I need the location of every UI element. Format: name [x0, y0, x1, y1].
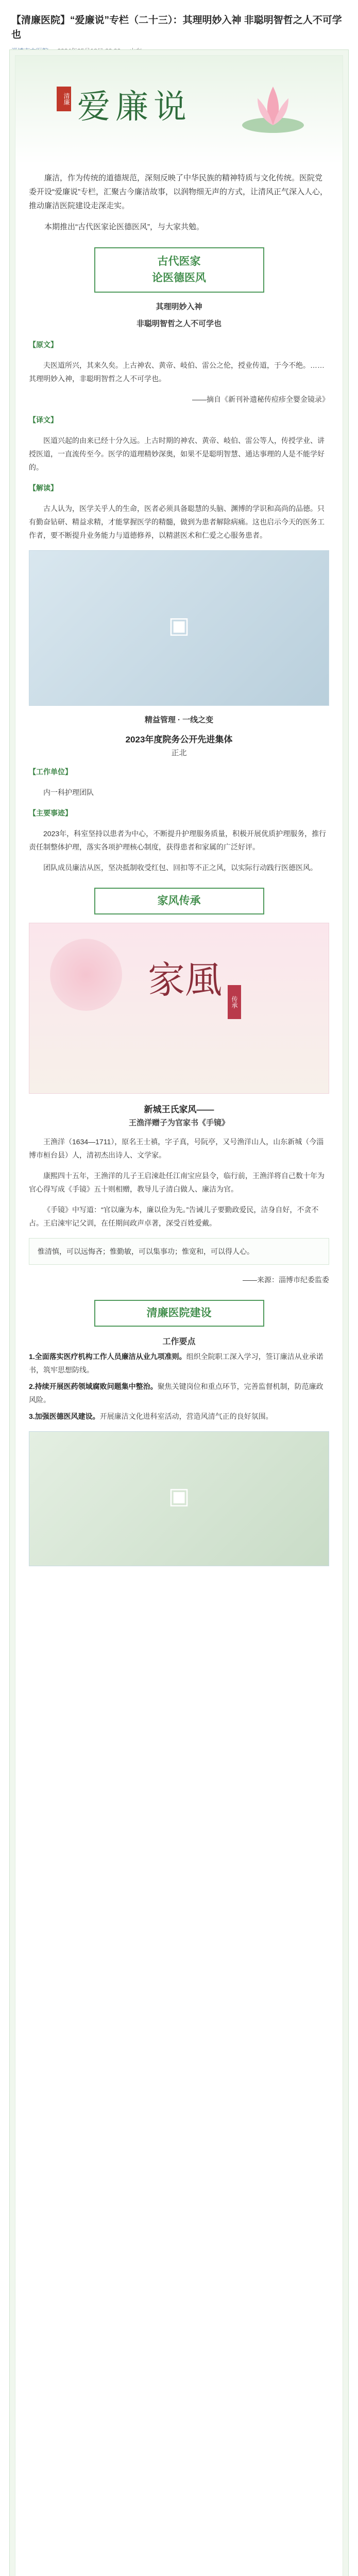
leader-label: 【主要事迹】 [29, 809, 72, 817]
section-header-2-line1: 家风传承 [157, 895, 201, 907]
report-leader-label [15, 806, 343, 820]
story-body-1: 王渔洋（1634—1711），原名王士禛，字子真，号阮亭，又号渔洋山人，山东新城（今淄博市桓台县）人，清初杰出诗人、文学家。 [29, 1138, 324, 1159]
report-unit-label [15, 765, 343, 778]
jiafeng-image [29, 923, 329, 1094]
unit-label: 【工作单位】 [29, 768, 72, 776]
s1-read-label [15, 481, 343, 495]
report-body-2: 团队成员廉洁从医，坚决抵制收受红包、回扣等不正之风，以实际行动践行医德医风。 [43, 863, 317, 872]
work-title: 工作要点 [162, 1337, 196, 1346]
work-item-1 [15, 1350, 343, 1377]
story-source: ——来源：淄博市纪委监委 [243, 1276, 329, 1284]
section-header-1-line2: 论医德医风 [152, 272, 206, 284]
s1-read: 古人认为，医学关乎人的生命，医者必须具备聪慧的头脑、渊博的学识和高尚的品德。只有勤奋钻研、精益求精，才能掌握医学的精髓，做到为患者解除病痛。这也启示今天的医务工作者，要不断提升业务能力与道德修养，以精湛医术和仁爱之心服务患者。 [29, 504, 325, 539]
work-item-1-body: 组织全院职工深入学习，签订廉洁从业承诺书，筑牢思想防线。 [29, 1352, 323, 1374]
story-sub: 王渔洋赠子为官家书《手镜》 [128, 1118, 229, 1127]
photo-hospital-ward [29, 550, 329, 706]
trans-label: 【译文】 [29, 416, 58, 424]
s1-original: 夫医道所兴，其来久矣。上古神农、黄帝、岐伯、雷公之伦，授业传道，于今不绝。……其理明妙入神，非聪明智哲之人不可学也。 [29, 361, 325, 383]
story-body-3: 《手镜》中写道：“官以廉为本，廉以俭为先。”告诫儿子要勤政爱民，洁身自好，不贪不占。王启涑牢记父训，在任期间政声卓著，深受百姓爱戴。 [29, 1206, 319, 1227]
s1-trans: 医道兴起的由来已经十分久远。上古时期的神农、黄帝、岐伯、雷公等人，传授学业、讲授医道，一直流传至今。医学的道理精妙深奥，如果不是聪明智慧、通达事理的人是不能学好的。 [29, 436, 325, 471]
section-header-3 [94, 1300, 264, 1327]
work-item-1-head: 1.全面落实医疗机构工作人员廉洁从业九项准则。 [29, 1352, 186, 1361]
content-inner [15, 55, 343, 2576]
image-icon: ▣ [168, 1483, 190, 1509]
photo-hospital-campus [29, 1431, 329, 1566]
section-header-2 [94, 888, 264, 914]
report-title: 2023年度院务公开先进集体 [125, 735, 233, 744]
read-label: 【解读】 [29, 484, 58, 492]
banner [15, 56, 343, 164]
report-sub: 正北 [171, 749, 187, 757]
lotus-icon [234, 71, 312, 148]
s1-heading-1: 其理明妙入神 [156, 302, 202, 311]
section-header-3-box [94, 1300, 264, 1327]
section-header-1 [94, 247, 264, 293]
blossom-decoration [50, 939, 122, 1011]
jiafeng-calligraphy: 家風 [148, 958, 223, 1002]
s1-trans-label [15, 413, 343, 427]
s1-source: ——摘自《新刊补遗秘传痘疹全婴金镜录》 [192, 395, 329, 403]
intro-paragraph-2: 本期推出“古代医家论医德医风”，与大家共勉。 [44, 223, 204, 231]
work-item-2 [15, 1380, 343, 1406]
section-header-1-box [94, 247, 264, 293]
section-header-3-line1: 清廉医院建设 [146, 1307, 212, 1319]
original-label: 【原文】 [29, 341, 58, 349]
image-icon: ▣ [168, 613, 190, 638]
story-quote: 惟清慎，可以远悔吝；惟勤敏，可以集事功；惟宽和，可以得人心。 [29, 1238, 329, 1265]
work-item-3-body: 开展廉洁文化进科室活动，营造风清气正的良好氛围。 [99, 1412, 273, 1420]
report-body-1: 2023年，科室坚持以患者为中心，不断提升护理服务质量，积极开展优质护理服务，推行责任制整体护理，落实各项护理核心制度，获得患者和家属的广泛好评。 [29, 829, 327, 851]
s1-original-label [15, 338, 343, 351]
content-frame [9, 49, 349, 2576]
report-unit: 内一科护理团队 [43, 788, 94, 796]
story-body-2: 康熙四十五年，王渔洋的儿子王启涑赴任江南宝应县令，临行前，王渔洋将自己数十年为官心得写成《手镜》五十则相赠，教导儿子清白做人、廉洁为官。 [29, 1172, 325, 1193]
banner-calligraphy: 爱廉说 [77, 88, 192, 126]
s1-heading-2: 非聪明智哲之人不可学也 [136, 319, 221, 328]
section-header-2-box [94, 888, 264, 914]
work-item-3-head: 3.加强医德医风建设。 [29, 1412, 100, 1420]
jiafeng-seal: 传承 [228, 985, 241, 1019]
work-item-3 [15, 1410, 343, 1423]
story-title: 新城王氏家风—— [144, 1105, 214, 1114]
intro-paragraph-1: 廉洁，作为传统的道德规范，深刻反映了中华民族的精神特质与文化传统。医院党委开设“爱廉说”专栏，汇聚古今廉洁故事，以润物细无声的方式，让清风正气深入人心，推动廉洁医院建设走深走实。 [29, 174, 328, 210]
section-header-1-line1: 古代医家 [157, 256, 201, 267]
work-item-2-head: 2.持续开展医药领域腐败问题集中整治。 [29, 1382, 158, 1391]
article-title: 【清廉医院】“爱廉说”专栏（二十三）：其理明妙入神 非聪明智哲之人不可学也 [11, 15, 342, 40]
banner-seal: 清廉 [57, 87, 71, 111]
work-item-2-body: 聚焦关键岗位和重点环节，完善监督机制，防范廉政风险。 [29, 1382, 323, 1404]
photo1-caption: 精益管理 · 一线之变 [144, 716, 214, 724]
